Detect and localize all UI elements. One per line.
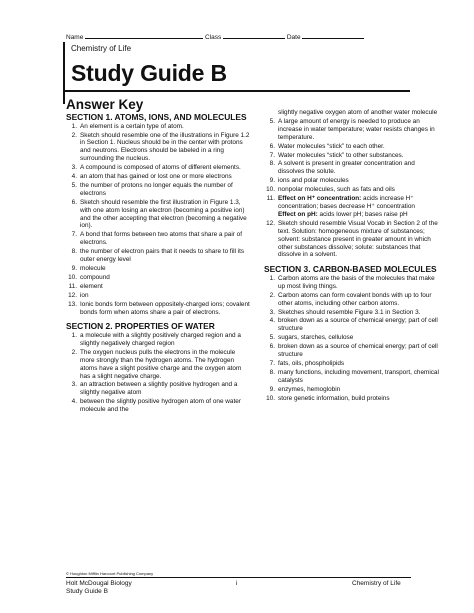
- item-text: an atom that has gained or lost one or more electrons: [80, 173, 232, 181]
- list-item: [66, 164, 250, 172]
- item-number: 2.: [71, 348, 77, 356]
- subject-label: Chemistry of Life: [71, 44, 132, 53]
- item-number: 3.: [71, 164, 77, 172]
- item-number: 2.: [71, 131, 77, 139]
- item-text: Sketch should resemble one of the illustrations in Figure 1.2 in Section 1. Nucleus should be in the center with protons and neutrons. Electrons should be labeled in a ring surrounding the nucleus.: [80, 131, 250, 163]
- item-text: enzymes, hemoglobin: [278, 385, 341, 393]
- item-number: 6.: [269, 343, 275, 351]
- item-number: 9.: [71, 265, 77, 272]
- left-column: [66, 113, 250, 415]
- list-item: [264, 220, 439, 260]
- list-item: [66, 199, 250, 231]
- list-item: [66, 332, 250, 348]
- header-vertical-rule: [63, 42, 65, 104]
- item-number: 9.: [269, 385, 275, 393]
- item-number: 1.: [71, 122, 77, 130]
- item-text: A compound is composed of atoms of different elements.: [80, 164, 241, 172]
- item-text: An element is a certain type of atom.: [80, 122, 184, 130]
- item-text: sugars, starches, cellulose: [278, 334, 354, 342]
- section-2-items-continued: [264, 118, 439, 194]
- item-number: 12.: [266, 219, 275, 227]
- continuation-text: slightly negative oxygen atom of another water molecule: [278, 109, 438, 116]
- date-label: Date: [286, 34, 301, 41]
- item-text: element: [80, 282, 103, 290]
- item-11-heading: Effect on H⁺ concentration:: [278, 195, 362, 203]
- list-item: [264, 343, 439, 359]
- item-text: the number of electron pairs that it needs to share to fill its outer energy level: [80, 248, 245, 264]
- item-11-acid-text: acids increase H⁺ concentration; bases decrease H⁺ concentration: [278, 195, 415, 210]
- list-item: [264, 369, 439, 385]
- item-text: Carbon atoms are the basis of the molecules that make up most living things.: [278, 274, 435, 290]
- list-item: [264, 334, 439, 342]
- item-number: 4.: [71, 173, 77, 181]
- item-text: The oxygen nucleus pulls the electrons in the molecule more strongly than the hydrogen atoms. The hydrogen atoms have a slight positive charge and the oxygen atom has a slight negative charge.: [80, 348, 242, 380]
- list-item: [66, 265, 250, 273]
- list-item: [66, 381, 250, 397]
- list-item: [66, 123, 250, 131]
- name-blank: [85, 32, 203, 39]
- page-title: Study Guide B: [71, 60, 227, 86]
- item-text: many functions, including movement, transport, chemical catalysts: [278, 368, 439, 384]
- item-number: 8.: [269, 368, 275, 376]
- list-item: [264, 195, 439, 219]
- list-item: [264, 186, 439, 194]
- footer-guide-title: Study Guide B: [66, 588, 108, 595]
- item-text: ions and polar molecules: [278, 177, 349, 185]
- list-item: [264, 292, 439, 308]
- list-item: [66, 182, 250, 198]
- list-item: [264, 386, 439, 394]
- item-text: Sketches should resemble Figure 3.1 in Section 3.: [278, 308, 421, 316]
- item-text: broken down as a source of chemical energy; part of cell structure: [278, 317, 438, 333]
- item-number: 5.: [269, 334, 275, 342]
- section-heading: SECTION 2. PROPERTIES OF WATER: [66, 321, 215, 332]
- item-number: 10.: [68, 273, 77, 281]
- section-heading: SECTION 3. CARBON-BASED MOLECULES: [264, 264, 437, 275]
- list-item: [66, 301, 250, 317]
- item-text: Sketch should resemble Visual Vocab in Section 2 of the text. Solution: homogeneous mixture of substances; solvent: substance present in greater amount in which other substances dissolve; solute: substances that dissolve in a solvent.: [278, 219, 438, 259]
- item-11-ph-text: acids lower pH; bases raise pH: [319, 210, 408, 218]
- list-item: [264, 160, 439, 176]
- list-item: [66, 398, 250, 414]
- item-number: 5.: [71, 181, 77, 189]
- item-number: 9.: [269, 177, 275, 185]
- item-number: 3.: [269, 308, 275, 316]
- item-number: 1.: [71, 332, 77, 340]
- section-2-item-12: [264, 220, 439, 260]
- item-number: 5.: [269, 117, 275, 125]
- item-number: 10.: [266, 394, 275, 402]
- item-number: 1.: [269, 274, 275, 282]
- list-item: [66, 173, 250, 181]
- item-number: 13.: [68, 300, 77, 308]
- list-item: [264, 275, 439, 291]
- item-number: 4.: [71, 398, 77, 406]
- footer-book-title: Holt McDougal Biology: [66, 580, 132, 587]
- item-text: between the slightly positive hydrogen atom of one water molecule and the: [80, 398, 241, 414]
- item-number: 7.: [269, 151, 275, 159]
- item-text: A bond that forms between two atoms that share a pair of electrons.: [80, 231, 242, 247]
- item-number: 11.: [266, 195, 275, 203]
- item-text: fats, oils, phospholipids: [278, 359, 345, 367]
- item-number: 6.: [71, 198, 77, 206]
- item-text: the number of protons no longer equals the number of electrons: [80, 181, 233, 197]
- item-number: 8.: [269, 160, 275, 168]
- list-item: [264, 360, 439, 368]
- item-number: 4.: [269, 317, 275, 325]
- list-item: [66, 283, 250, 291]
- list-item: [264, 317, 439, 333]
- section-3-items: [264, 275, 439, 403]
- item-11-ph-label: Effect on pH:: [278, 210, 318, 218]
- list-item: [66, 349, 250, 381]
- item-number: 2.: [269, 291, 275, 299]
- list-item: [264, 177, 439, 185]
- item-text: ion: [80, 291, 89, 299]
- item-text: Ionic bonds form between oppositely-charged ions; covalent bonds form when atoms share a pair of electrons.: [80, 300, 250, 316]
- item-text: broken down as a source of chemical energy; part of cell structure: [278, 343, 438, 359]
- name-label: Name: [66, 34, 84, 41]
- item-text: A solvent is present in greater concentration and dissolves the solute.: [278, 160, 415, 176]
- item-text: Water molecules “stick” to other substances.: [278, 151, 404, 159]
- item-number: 8.: [71, 248, 77, 256]
- list-item: [264, 118, 439, 142]
- item-number: 10.: [266, 186, 275, 194]
- item-text: molecule: [80, 265, 106, 272]
- item-text: a molecule with a slightly positively charged region and a slightly negatively charged region: [80, 332, 241, 347]
- list-item: [264, 309, 439, 317]
- item-number: 6.: [269, 142, 275, 150]
- item-text: Carbon atoms can form covalent bonds with up to four other atoms, including other carbon atoms.: [278, 291, 432, 307]
- footer-rule: [66, 577, 411, 578]
- item-text: compound: [80, 273, 110, 281]
- list-item: [264, 152, 439, 160]
- item-number: 7.: [71, 231, 77, 239]
- class-label: Class: [204, 34, 222, 41]
- class-blank: [223, 32, 285, 39]
- copyright-text: © Houghton Mifflin Harcourt Publishing Company: [66, 571, 154, 576]
- list-item: [264, 395, 439, 403]
- footer-chapter: Chemistry of Life: [352, 580, 401, 587]
- item-number: 7.: [269, 359, 275, 367]
- item-text: nonpolar molecules, such as fats and oils: [278, 186, 395, 194]
- section-heading: SECTION 1. ATOMS, IONS, AND MOLECULES: [66, 112, 247, 122]
- right-column: [264, 109, 439, 404]
- list-item: [66, 132, 250, 164]
- item-number: 12.: [68, 291, 77, 299]
- list-item: [264, 143, 439, 151]
- date-blank: [302, 32, 364, 39]
- item-text: A large amount of energy is needed to produce an increase in water temperature; water resists changes in temperature.: [278, 117, 435, 141]
- item-text: store genetic information, build proteins: [278, 394, 390, 402]
- title-rule: [63, 90, 410, 92]
- list-item: [66, 274, 250, 282]
- item-number: 3.: [71, 381, 77, 389]
- answer-key-heading: Answer Key: [66, 97, 144, 112]
- name-class-date-line: [66, 32, 364, 41]
- item-text: Sketch should resemble the first illustration in Figure 1.3, with one atom losing an electron (becoming a positive ion) and the other accepting that electron (becoming a negative ion).: [80, 198, 247, 230]
- item-text: Water molecules “stick” to each other.: [278, 142, 385, 150]
- list-item: [66, 292, 250, 300]
- list-item: [66, 248, 250, 264]
- list-item: [66, 231, 250, 247]
- item-text: an attraction between a slightly positive hydrogen and a slightly negative atom: [80, 381, 238, 397]
- item-number: 11.: [68, 282, 77, 290]
- footer-page-number: i: [236, 580, 238, 587]
- footer-left: [66, 580, 132, 596]
